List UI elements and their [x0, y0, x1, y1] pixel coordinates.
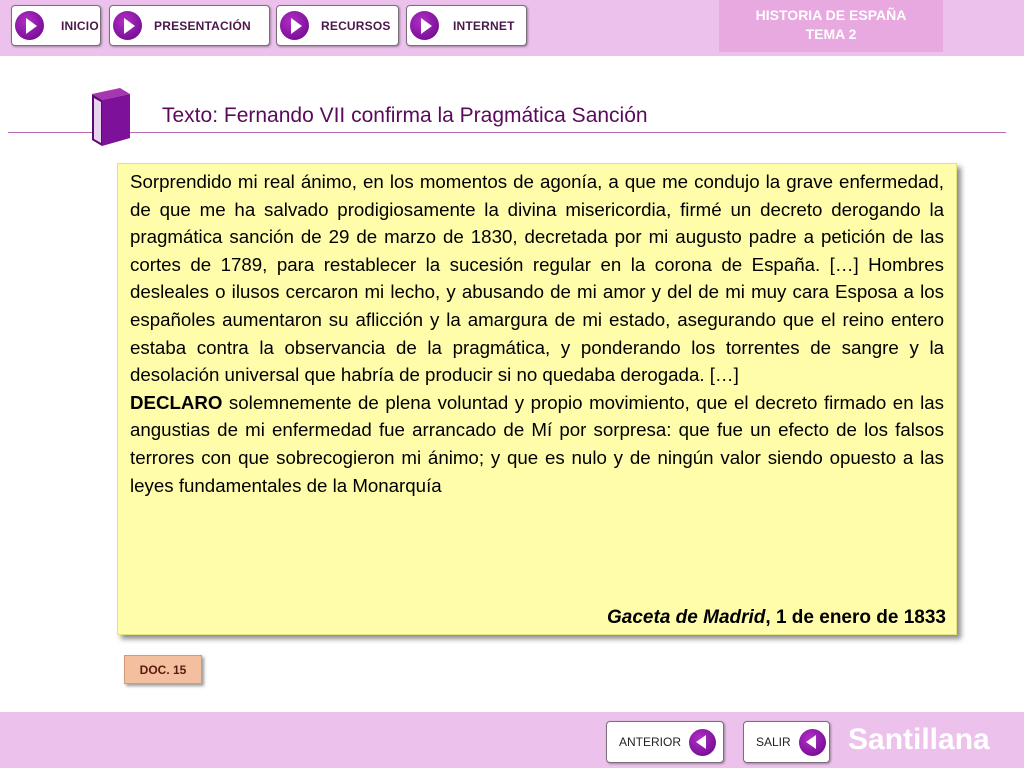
back-arrow-icon	[799, 729, 826, 756]
back-arrow-icon	[689, 729, 716, 756]
previous-label: ANTERIOR	[619, 735, 682, 749]
play-arrow-icon	[15, 11, 44, 40]
nav-label-inicio: INICIO	[61, 18, 99, 33]
nav-button-internet[interactable]	[406, 5, 527, 46]
document-text	[130, 168, 944, 499]
publisher-logo: Santillana	[848, 723, 990, 756]
nav-label-internet: INTERNET	[453, 18, 515, 33]
exit-label: SALIR	[756, 735, 791, 749]
document-paragraph-1: Sorprendido mi real ánimo, en los momentos de agonía, a que me condujo la grave enfermedad, de que me ha salvado prodigiosamente la divina misericordia, firmé un decreto derogando la pragmática sanción de 29 de marzo de 1830, decretada por mi augusto padre a petición de las cortes de 1789, para restablecer la sucesión regular en la corona de España. […] Hombres desleales o ilusos cercaron mi lecho, y abusando de mi amor y del de mi muy cara Esposa a los españoles aumentaron su aflicción y la amargura de mi estado, asegurando que el reino entero estaba contra la observancia de la pragmática, y ponderando los torrentes de sangre y la desolación universal que habría de producir si no quedaba derogada. […]	[130, 171, 944, 386]
play-arrow-icon	[410, 11, 439, 40]
nav-label-presentacion: PRESENTACIÓN	[154, 18, 251, 33]
document-text-box	[117, 163, 957, 635]
source-date: , 1 de enero de 1833	[765, 607, 946, 628]
nav-button-inicio[interactable]	[11, 5, 101, 46]
nav-label-recursos: RECURSOS	[321, 18, 391, 33]
nav-button-presentacion[interactable]	[109, 5, 270, 46]
subject-unit: TEMA 2	[805, 26, 857, 42]
previous-button[interactable]	[606, 721, 724, 763]
nav-button-recursos[interactable]	[276, 5, 399, 46]
declaro-word: DECLARO	[130, 391, 223, 413]
source-publication: Gaceta de Madrid	[607, 607, 766, 628]
document-number-badge: DOC. 15	[124, 655, 202, 684]
play-arrow-icon	[113, 11, 142, 40]
document-source	[607, 607, 946, 629]
page-title: Texto: Fernando VII confirma la Pragmática Sanción	[162, 104, 648, 127]
subject-header	[719, 0, 943, 52]
title-divider	[8, 132, 1006, 133]
subject-title: HISTORIA DE ESPAÑA	[755, 7, 907, 23]
document-paragraph-2: solemnemente de plena voluntad y propio movimiento, que el decreto firmado en las angustias de mi enfermedad fue arrancado de Mí por sorpresa: que fue un efecto de los falsos terrores con que sobrecogieron mi ánimo; y que es nulo y de ningún valor siendo opuesto a las leyes fundamentales de la Monarquía	[130, 391, 944, 496]
book-icon	[86, 88, 132, 146]
exit-button[interactable]	[743, 721, 830, 763]
play-arrow-icon	[280, 11, 309, 40]
